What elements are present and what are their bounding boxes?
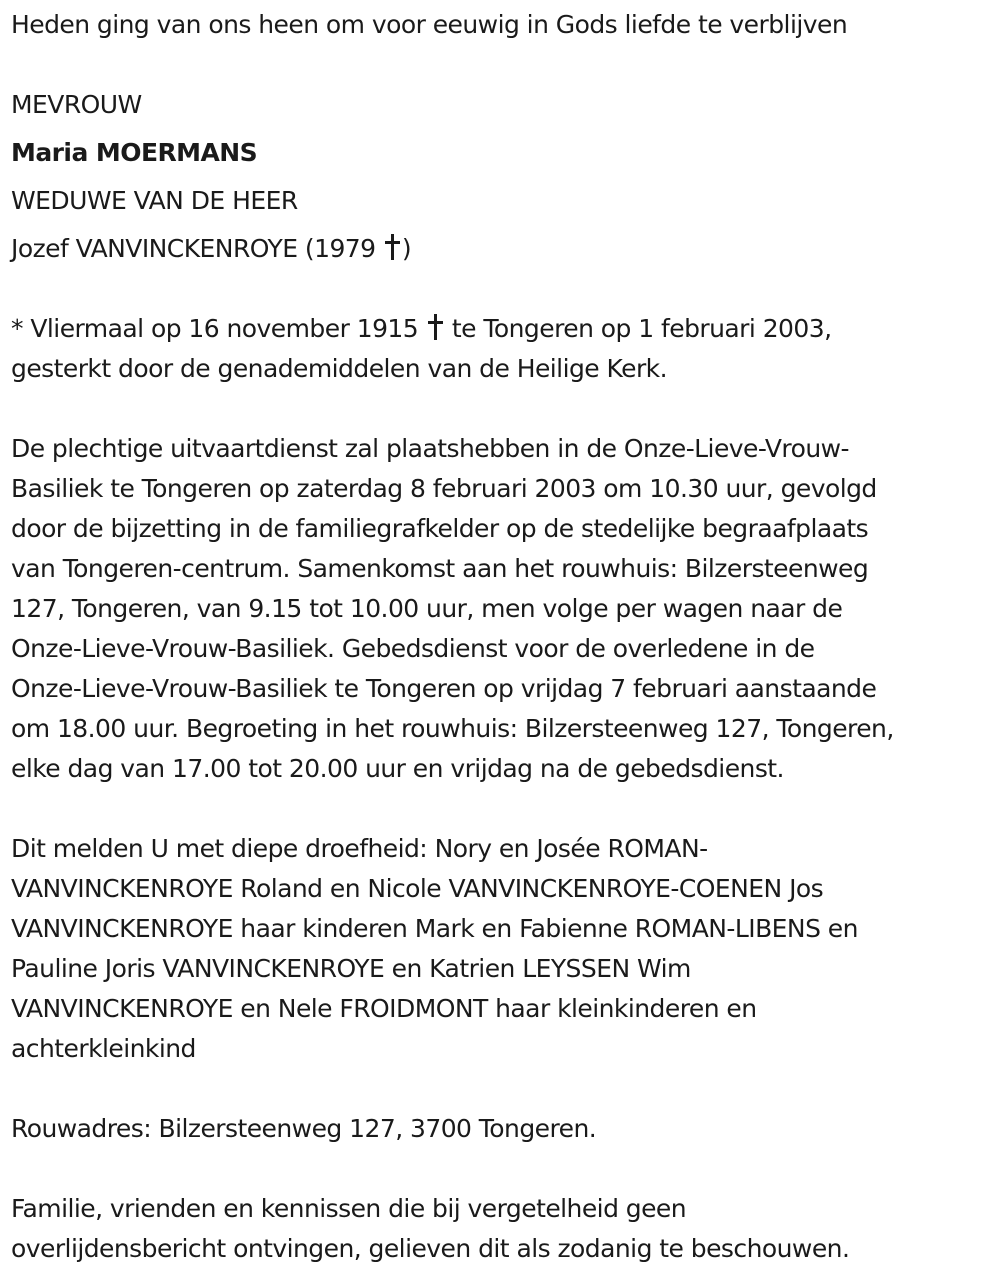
- spouse-line: [11, 229, 411, 269]
- family-line: VANVINCKENROYE Roland en Nicole VANVINCKENROYE-COENEN Jos: [11, 874, 824, 903]
- family-line: Dit melden U met diepe droefheid: Nory en Josée ROMAN-: [11, 834, 708, 863]
- family-line: VANVINCKENROYE en Nele FROIDMONT haar kleinkinderen en: [11, 994, 757, 1023]
- birth-death-line: [11, 309, 832, 349]
- deceased-name: Maria MOERMANS: [11, 138, 258, 167]
- spouse-close: ): [401, 234, 412, 263]
- family-line: Pauline Joris VANVINCKENROYE en Katrien LEYSSEN Wim: [11, 954, 691, 983]
- service-line: elke dag van 17.00 tot 20.00 uur en vrijdag na de gebedsdienst.: [11, 754, 784, 783]
- family-line: VANVINCKENROYE haar kinderen Mark en Fabienne ROMAN-LIBENS en: [11, 914, 858, 943]
- family-line: achterkleinkind: [11, 1034, 196, 1063]
- closing-line: Familie, vrienden en kennissen die bij vergetelheid geen: [11, 1194, 687, 1223]
- honorific: MEVROUW: [11, 90, 142, 119]
- widow-relation: WEDUWE VAN DE HEER: [11, 186, 298, 215]
- latin-cross-icon: [427, 312, 444, 340]
- service-line: De plechtige uitvaartdienst zal plaatshebben in de Onze-Lieve-Vrouw-: [11, 434, 849, 463]
- latin-cross-icon: [384, 232, 401, 260]
- service-line: Basiliek te Tongeren op zaterdag 8 februari 2003 om 10.30 uur, gevolgd: [11, 474, 877, 503]
- birth-text: * Vliermaal op 16 november 1915: [11, 314, 426, 343]
- service-line: Onze-Lieve-Vrouw-Basiliek. Gebedsdienst voor de overledene in de: [11, 634, 815, 663]
- death-text: te Tongeren op 1 februari 2003,: [444, 314, 832, 343]
- service-line: 127, Tongeren, van 9.15 tot 10.00 uur, men volge per wagen naar de: [11, 594, 843, 623]
- service-line: Onze-Lieve-Vrouw-Basiliek te Tongeren op vrijdag 7 februari aanstaande: [11, 674, 877, 703]
- mourning-address: Rouwadres: Bilzersteenweg 127, 3700 Tongeren.: [11, 1114, 597, 1143]
- closing-line: overlijdensbericht ontvingen, gelieven dit als zodanig te beschouwen.: [11, 1234, 850, 1263]
- service-line: van Tongeren-centrum. Samenkomst aan het rouwhuis: Bilzersteenweg: [11, 554, 869, 583]
- sacraments-line: gesterkt door de genademiddelen van de Heilige Kerk.: [11, 354, 667, 383]
- service-line: om 18.00 uur. Begroeting in het rouwhuis: Bilzersteenweg 127, Tongeren,: [11, 714, 894, 743]
- service-line: door de bijzetting in de familiegrafkelder op de stedelijke begraafplaats: [11, 514, 869, 543]
- intro-text: Heden ging van ons heen om voor eeuwig in Gods liefde te verblijven: [11, 10, 848, 39]
- spouse-name: Jozef VANVINCKENROYE (1979: [11, 234, 383, 263]
